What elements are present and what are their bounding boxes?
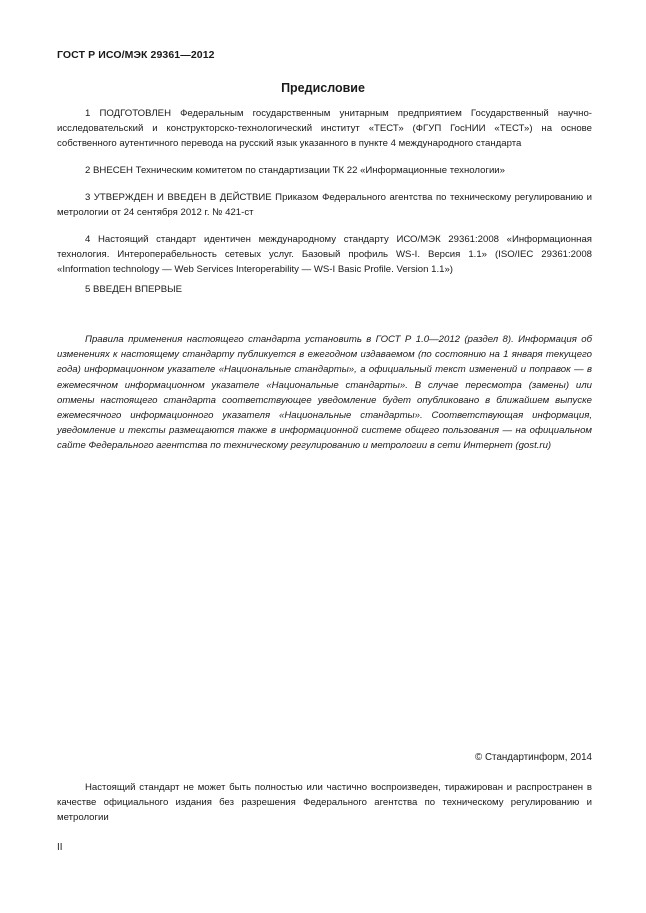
document-code-header: ГОСТ Р ИСО/МЭК 29361—2012 (57, 49, 215, 61)
paragraph-identical-standard: 4 Настоящий стандарт идентичен международному стандарту ИСО/МЭК 29361:2008 «Информационная технология. Интероперабельность сетевых услуг. Базовый профиль WS-I. Версия 1.1» (ISO/IEC 29361:2008 «Information technology — Web Services Interoperability — WS-I Basic Profile. Version 1.1») (57, 234, 592, 276)
reproduction-notice: Настоящий стандарт не может быть полностью или частично воспроизведен, тиражирован и распространен в качестве официального издания без разрешения Федерального агентства по техническому регулированию и метрологии (57, 782, 592, 824)
paragraph-introduced-first: 5 ВВЕДЕН ВПЕРВЫЕ (85, 284, 183, 295)
page-title: Предисловие (281, 81, 365, 95)
rules-notice: Правила применения настоящего стандарта установить в ГОСТ Р 1.0—2012 (раздел 8). Информация об изменениях к настоящему стандарту публикуется в ежегодном издаваемом (по состоянию на 1 января текущего года) информационном указателе «Национальные стандарты», а официальный текст изменений и поправок — в ежемесячном информационном указателе «Национальные стандарты». В случае пересмотра (замены) или отмены настоящего стандарта соответствующее уведомление будет опубликовано в ближайшем выпуске ежемесячного информационного указателя «Национальные стандарты». Соответствующая информация, уведомление и тексты размещаются также в информационной системе общего пользования — на официальном сайте Федерального агентства по техническому регулированию и метрологии в сети Интернет (gost.ru) (57, 334, 592, 452)
paragraph-approved: 3 УТВЕРЖДЕН И ВВЕДЕН В ДЕЙСТВИЕ Приказом Федерального агентства по техническому регулированию и метрологии от 24 сентября 2012 г. № 421-ст (57, 192, 592, 219)
page-number: II (57, 842, 63, 853)
paragraph-introduced-by: 2 ВНЕСЕН Техническим комитетом по стандартизации ТК 22 «Информационные технологии» (85, 165, 505, 176)
copyright-notice: © Стандартинформ, 2014 (475, 752, 592, 763)
paragraph-prepared-by: 1 ПОДГОТОВЛЕН Федеральным государственным унитарным предприятием Государственный научно-исследовательский и конструкторско-технологический институт «ТЕСТ» (ФГУП ГосНИИ «ТЕСТ») на основе собственного аутентичного перевода на русский язык указанного в пункте 4 международного стандарта (57, 108, 592, 150)
